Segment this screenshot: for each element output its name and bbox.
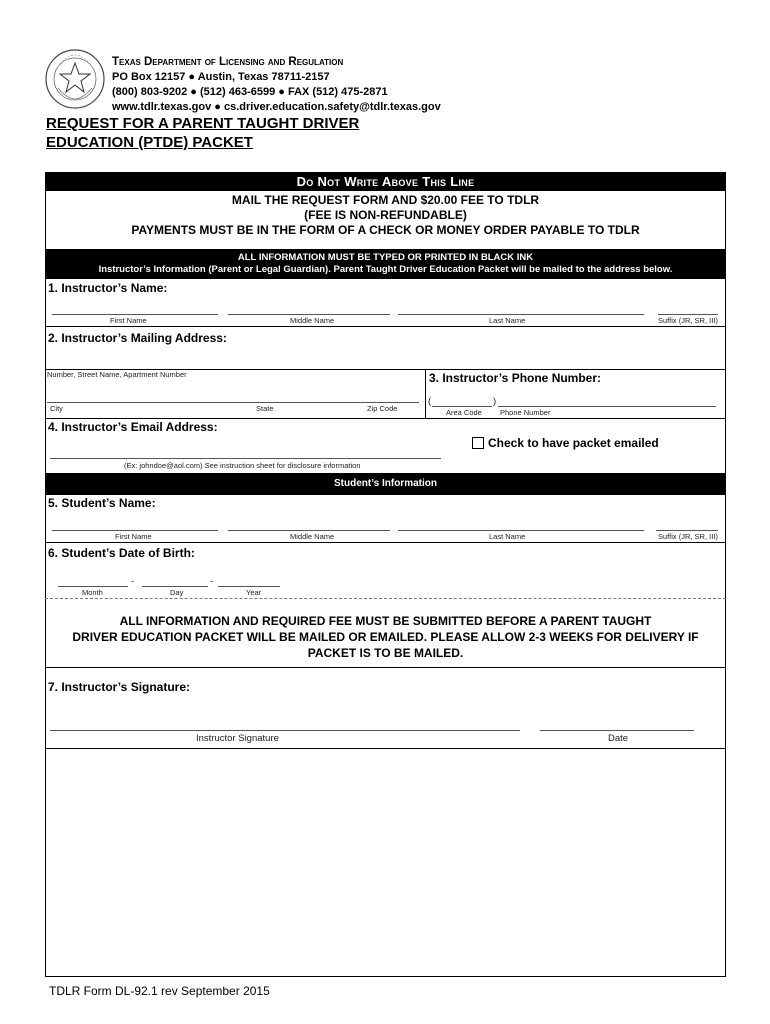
signature-caption: Instructor Signature — [196, 733, 279, 744]
suffix-caption: Suffix (JR, SR, III) — [658, 316, 718, 325]
dob-day-field[interactable] — [142, 586, 208, 587]
phone-number-label: 3. Instructor’s Phone Number: — [429, 371, 602, 385]
dob-year-field[interactable] — [218, 586, 280, 587]
agency-contact-block — [112, 55, 441, 115]
instructor-signature-field[interactable] — [50, 730, 520, 731]
divider — [45, 326, 726, 327]
notice-line-3: PACKET IS TO BE MAILED. — [307, 646, 464, 660]
agency-web: www.tdlr.texas.gov ● cs.driver.education.safety@tdlr.texas.gov — [112, 101, 441, 113]
first-name-caption: First Name — [110, 316, 147, 325]
do-not-write-banner: Do Not Write Above This Line — [45, 172, 726, 191]
fee-instructions — [45, 192, 726, 238]
year-caption: Year — [246, 588, 262, 597]
dob-month-field[interactable] — [58, 586, 128, 587]
agency-address: PO Box 12157 ● Austin, Texas 78711-2157 — [112, 71, 330, 83]
ink-banner-line-1: ALL INFORMATION MUST BE TYPED OR PRINTED IN BLACK INK — [237, 252, 534, 263]
last-name-caption: Last Name — [489, 316, 526, 325]
signature-date-field[interactable] — [540, 730, 694, 731]
phone-number-caption: Phone Number — [500, 408, 551, 417]
mailing-address-label: 2. Instructor’s Mailing Address: — [48, 331, 227, 345]
signature-label: 7. Instructor’s Signature: — [48, 680, 191, 694]
agency-phone: (800) 803-9202 ● (512) 463-6599 ● FAX (512) 475-2871 — [112, 86, 388, 98]
divider-vertical — [425, 369, 426, 418]
state-caption: State — [256, 404, 274, 413]
email-hint: (Ex: johndoe@aol.com) See instruction sheet for disclosure information — [124, 461, 361, 470]
divider — [45, 667, 726, 668]
date-caption: Date — [608, 733, 629, 744]
student-middle-name-caption: Middle Name — [290, 532, 335, 541]
fee-line-2: (FEE IS NON-REFUNDABLE) — [304, 208, 467, 222]
student-information-banner: Student’s Information — [45, 473, 726, 495]
phone-paren-close: ) — [493, 396, 497, 407]
dotted-divider — [45, 598, 726, 599]
fee-line-1: MAIL THE REQUEST FORM AND $20.00 FEE TO TDLR — [231, 193, 540, 207]
area-code-field[interactable] — [432, 406, 492, 407]
notice-line-1: ALL INFORMATION AND REQUIRED FEE MUST BE SUBMITTED BEFORE A PARENT TAUGHT — [119, 614, 652, 628]
email-packet-checkbox-label: Check to have packet emailed — [488, 436, 659, 450]
email-address-label: 4. Instructor’s Email Address: — [48, 420, 218, 434]
email-field[interactable] — [50, 458, 441, 459]
texas-seal-icon — [44, 48, 106, 110]
instructor-first-name-field[interactable] — [52, 314, 218, 315]
phone-paren-open: ( — [428, 396, 432, 407]
form-number-footer: TDLR Form DL-92.1 rev September 2015 — [49, 984, 270, 998]
dob-separator: - — [210, 576, 214, 587]
instructor-suffix-field[interactable] — [658, 314, 718, 315]
divider — [45, 748, 726, 749]
instructor-middle-name-field[interactable] — [228, 314, 390, 315]
phone-number-field[interactable] — [498, 406, 716, 407]
title-line-2: EDUCATION (PTDE) PACKET — [46, 134, 253, 151]
day-caption: Day — [170, 588, 184, 597]
city-state-zip-field[interactable] — [47, 402, 419, 403]
document-title — [46, 114, 359, 152]
submission-notice — [45, 613, 726, 661]
student-first-name-caption: First Name — [115, 532, 152, 541]
middle-name-caption: Middle Name — [290, 316, 335, 325]
month-caption: Month — [82, 588, 103, 597]
notice-line-2: DRIVER EDUCATION PACKET WILL BE MAILED OR EMAILED. PLEASE ALLOW 2-3 WEEKS FOR DELIVERY IF — [72, 630, 699, 644]
divider — [45, 418, 726, 419]
student-middle-name-field[interactable] — [228, 530, 390, 531]
title-line-1: REQUEST FOR A PARENT TAUGHT DRIVER — [46, 115, 360, 132]
agency-name: Texas Department of Licensing and Regulation — [112, 56, 344, 68]
student-last-name-caption: Last Name — [489, 532, 526, 541]
black-ink-banner — [45, 249, 726, 279]
ink-banner-line-2: Instructor’s Information (Parent or Legal Guardian). Parent Taught Driver Education Packet will be mailed to the address below. — [98, 264, 673, 275]
area-code-caption: Area Code — [446, 408, 482, 417]
city-caption: City — [50, 404, 63, 413]
student-last-name-field[interactable] — [398, 530, 644, 531]
student-dob-label: 6. Student’s Date of Birth: — [48, 546, 195, 560]
student-first-name-field[interactable] — [52, 530, 218, 531]
street-caption: Number, Street Name, Apartment Number — [47, 370, 187, 379]
dob-separator: - — [131, 576, 135, 587]
instructor-name-label: 1. Instructor’s Name: — [48, 281, 168, 295]
divider — [45, 542, 726, 543]
student-suffix-field[interactable] — [656, 530, 718, 531]
student-name-label: 5. Student’s Name: — [48, 496, 156, 510]
instructor-last-name-field[interactable] — [398, 314, 644, 315]
zip-caption: Zip Code — [367, 404, 398, 413]
fee-line-3: PAYMENTS MUST BE IN THE FORM OF A CHECK OR MONEY ORDER PAYABLE TO TDLR — [131, 223, 640, 237]
email-packet-checkbox[interactable] — [472, 437, 484, 449]
student-suffix-caption: Suffix (JR, SR, III) — [658, 532, 718, 541]
